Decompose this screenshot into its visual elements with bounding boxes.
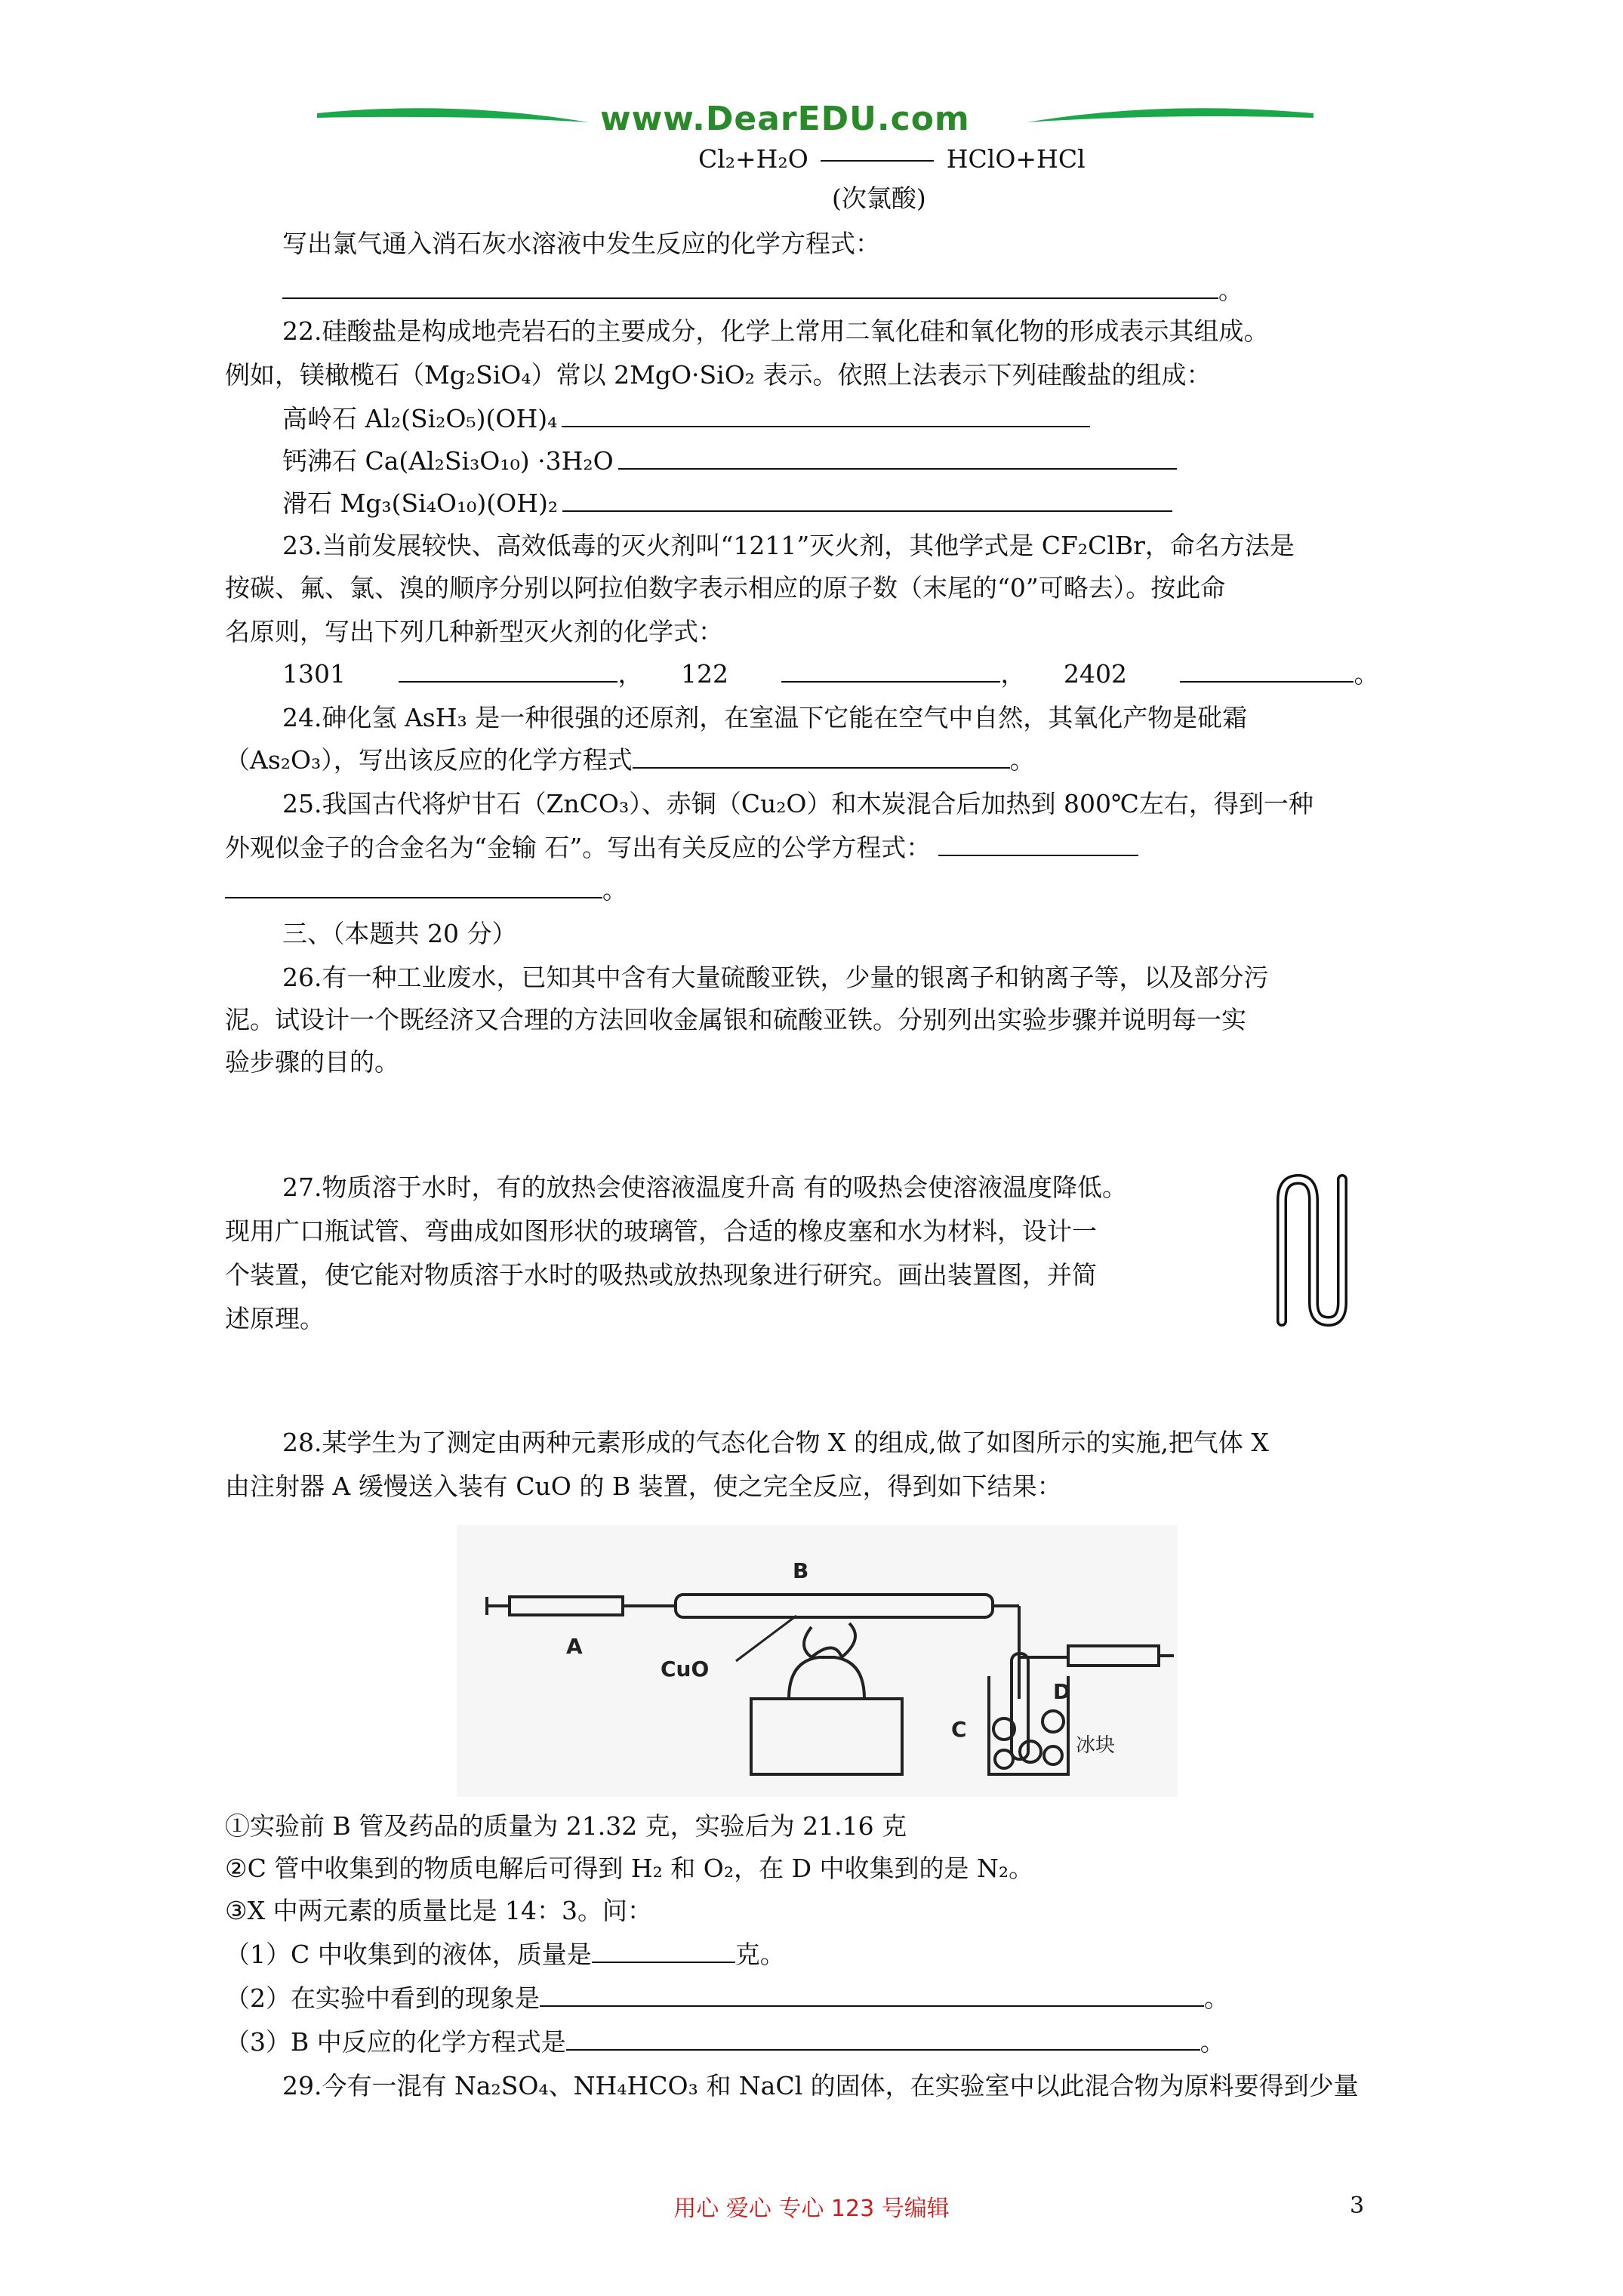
- q25-line1: 25.我国古代将炉甘石（ZnCO₃）、赤铜（Cu₂O）和木炭混合后加热到 800℃左右，得到一种: [282, 789, 1313, 818]
- page-number: 3: [1350, 2193, 1365, 2219]
- equation-arrow: [821, 160, 934, 162]
- period: 。: [1009, 745, 1035, 775]
- q22-item1: [282, 402, 1090, 436]
- code-label: 122: [680, 659, 728, 689]
- answer-blank[interactable]: [562, 488, 1172, 512]
- sub2-text: （2）在实验中看到的现象是: [225, 1983, 540, 2013]
- q28-result3: ③X 中两元素的质量比是 14：3。问：: [225, 1896, 653, 1925]
- q28-result1: ①实验前 B 管及药品的质量为 21.32 克，实验后为 21.16 克: [225, 1811, 907, 1841]
- q24-line1: 24.砷化氢 AsH₃ 是一种很强的还原剂，在室温下它能在空气中自然，其氧化产物是砒霜: [282, 703, 1248, 732]
- answer-blank[interactable]: [592, 1939, 735, 1963]
- label-ice: 冰块: [1076, 1734, 1116, 1757]
- answer-blank[interactable]: [618, 445, 1177, 470]
- label-d: D: [1053, 1679, 1071, 1704]
- q27-line4: 述原理。: [225, 1304, 325, 1333]
- q29-line1: 29.今有一混有 Na₂SO₄、NH₄HCO₃ 和 NaCl 的固体，在实验室中以此混合物为原料要得到少量: [282, 2071, 1359, 2100]
- label-cuo: CuO: [661, 1657, 710, 1681]
- period: 。: [602, 875, 627, 905]
- answer-blank[interactable]: [781, 658, 1000, 683]
- sub1-text: （1）C 中收集到的液体，质量是: [225, 1940, 592, 1969]
- equation-left: Cl₂+H₂O: [698, 144, 808, 174]
- q22-line1: 22.硅酸盐是构成地壳岩石的主要成分，化学上常用二氧化硅和氧化物的形成表示其组成。: [282, 316, 1269, 346]
- period: 。: [1218, 276, 1243, 305]
- q22-item3: [282, 486, 1172, 521]
- answer-blank[interactable]: [282, 275, 1218, 299]
- q28-line2: 由注射器 A 缓慢送入装有 CuO 的 B 装置，使之完全反应，得到如下结果：: [225, 1472, 1062, 1501]
- answer-blank[interactable]: [399, 658, 617, 683]
- section-title: 三、（本题共 20 分）: [282, 919, 517, 948]
- equation-right: HClO+HCl: [946, 144, 1086, 174]
- label-a: A: [566, 1634, 583, 1659]
- q23-line1: 23.当前发展较快、高效低毒的灭火剂叫“1211”灭火剂，其他学式是 CF₂ClBr，命名方法是: [282, 531, 1295, 560]
- q28-sub3: [225, 2025, 1225, 2060]
- q25-line2: [225, 831, 1138, 865]
- q28-line1: 28.某学生为了测定由两种元素形成的气态化合物 X 的组成,做了如图所示的实施,把气体 X: [282, 1428, 1269, 1457]
- answer-blank[interactable]: [540, 1983, 1204, 2007]
- q22-line2: 例如，镁橄榄石（Mg₂SiO₄）常以 2MgO·SiO₂ 表示。依照上法表示下列硅酸盐的组成：: [225, 360, 1212, 390]
- q23-answers: [282, 657, 1378, 692]
- mineral-label: 滑石 Mg₃(Si₄O₁₀)(OH)₂: [282, 488, 559, 518]
- site-logo: www.DearEDU.com: [600, 100, 970, 138]
- answer-blank[interactable]: [938, 832, 1138, 856]
- q23-line3: 名原则，写出下列几种新型灭火剂的化学式：: [225, 617, 723, 646]
- bent-glass-tube-figure: [1268, 1170, 1351, 1329]
- unit: 克。: [735, 1940, 785, 1969]
- period: 。: [1204, 1983, 1229, 2013]
- page-footer: 用心 爱心 专心 123 号编辑: [673, 2196, 950, 2222]
- q28-result2: ②C 管中收集到的物质电解后可得到 H₂ 和 O₂，在 D 中收集到的是 N₂。: [225, 1854, 1034, 1883]
- q21-prompt: 写出氯气通入消石灰水溶液中发生反应的化学方程式：: [282, 229, 880, 258]
- separator: ，: [617, 659, 643, 689]
- q27-line2: 现用广口瓶试管、弯曲成如图形状的玻璃管，合适的橡皮塞和水为材料，设计一: [225, 1216, 1097, 1246]
- q25-text: 外观似金子的合金名为“金输 石”。写出有关反应的公学方程式：: [225, 833, 932, 862]
- mineral-label: 高岭石 Al₂(Si₂O₅)(OH)₄: [282, 404, 558, 433]
- q25-line3: [225, 873, 627, 908]
- answer-blank[interactable]: [566, 2026, 1200, 2051]
- q24-text: （As₂O₃），写出该反应的化学方程式: [225, 745, 633, 775]
- q26-line3: 验步骤的目的。: [225, 1047, 399, 1077]
- answer-blank[interactable]: [562, 403, 1090, 427]
- label-c: C: [951, 1717, 967, 1742]
- sub3-text: （3）B 中反应的化学方程式是: [225, 2027, 566, 2057]
- apparatus-figure: [457, 1525, 1178, 1797]
- q27-line3: 个装置，使它能对物质溶于水时的吸热或放热现象进行研究。画出装置图，并简: [225, 1260, 1097, 1290]
- period: 。: [1354, 659, 1379, 689]
- separator: ，: [1000, 659, 1026, 689]
- label-b: B: [793, 1558, 809, 1583]
- period: 。: [1200, 2027, 1225, 2057]
- code-label: 2402: [1063, 659, 1127, 689]
- answer-blank[interactable]: [633, 744, 1010, 769]
- q28-sub2: [225, 1981, 1229, 2016]
- q22-item2: [282, 444, 1177, 479]
- q24-line2: [225, 743, 1035, 778]
- code-label: 1301: [282, 659, 346, 689]
- equation-note: (次氯酸): [832, 183, 926, 213]
- q26-line2: 泥。试设计一个既经济又合理的方法回收金属银和硫酸亚铁。分别列出实验步骤并说明每一实: [225, 1005, 1246, 1034]
- mineral-label: 钙沸石 Ca(Al₂Si₃O₁₀) ·3H₂O: [282, 446, 614, 476]
- answer-blank[interactable]: [1180, 658, 1354, 683]
- q28-sub1: [225, 1937, 785, 1972]
- q21-answer: [282, 273, 1243, 308]
- q23-line2: 按碳、氟、氯、溴的顺序分别以阿拉伯数字表示相应的原子数（末尾的“0”可略去）。按此命: [225, 573, 1226, 603]
- q26-line1: 26.有一种工业废水，已知其中含有大量硫酸亚铁，少量的银离子和钠离子等，以及部分污: [282, 963, 1269, 992]
- answer-blank[interactable]: [225, 874, 602, 898]
- q27-line1: 27.物质溶于水时，有的放热会使溶液温度升高 有的吸热会使溶液温度降低。: [282, 1173, 1127, 1202]
- equation-line: [698, 142, 1086, 177]
